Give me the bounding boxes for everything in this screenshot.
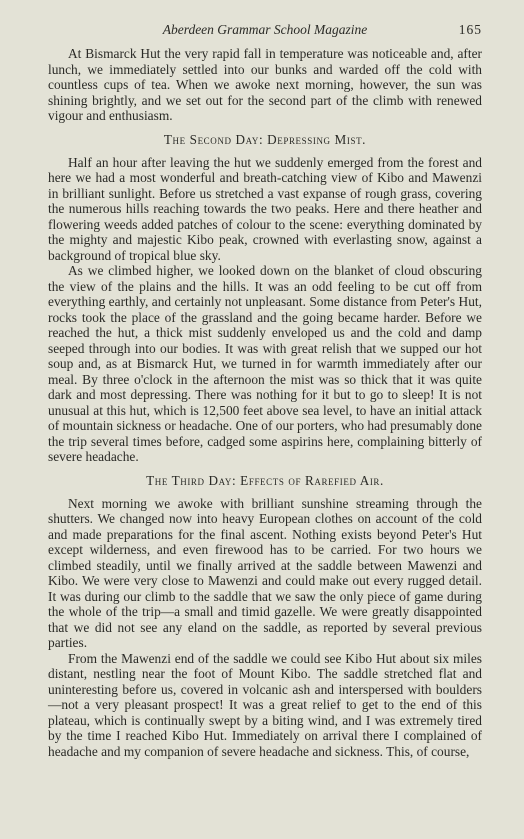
running-title: Aberdeen Grammar School Magazine <box>162 22 368 37</box>
section-heading: The Third Day: Effects of Rarefied Air. <box>146 472 384 488</box>
paragraph: Half an hour after leaving the hut we suddenly emerged from the forest and here we had a most wonderful and breath-catching view of Kibo and Mawenzi in brilliant sunlight. Before us stretched a vast expanse of rough grass, covering the numerous hills reaching towards the two peaks. Here and there heather and flowering weeds added patches of colour to the scene: everything dominated by the mighty and majestic Kibo peak, crowned with everlasting snow, against a background of tropical blue sky. <box>48 154 482 263</box>
page-number: 165 <box>458 22 482 37</box>
paragraph: At Bismarck Hut the very rapid fall in temperature was noticeable and, after lunch, we immediately settled into our bunks and warded off the cold with countless cups of tea. When we awoke next morning, however, the sun was shining brightly, and we set out for the second part of the climb with renewed vigour and enthusiasm. <box>48 46 482 123</box>
paragraph: As we climbed higher, we looked down on the blanket of cloud obscuring the view of the plains and the hills. It was an odd feeling to be cut off from everything earthly, and certainly not unpleasant. Some distance from Peter's Hut, rocks took the place of the grassland and the going became harder. Before we reached the hut, a thick mist suddenly enveloped us and the cold and damp seeped through into our bodies. It was with great relish that we supped our hot soup and, as at Bismarck Hut, we turned in for warmth immediately after our meal. By three o'clock in the afternoon the mist was so thick that it was quite dark and most depressing. There was nothing for it but to go to sleep! It is not unusual at this hut, which is 12,500 feet above sea level, to have an initial attack of mountain sickness or headache. One of our porters, who had presumably done the trip several times before, cadged some aspirins here, complaining bitterly of severe headache. <box>48 263 482 464</box>
section-heading: The Second Day: Depressing Mist. <box>163 131 367 147</box>
article-body <box>48 46 482 759</box>
paragraph: Next morning we awoke with brilliant sunshine streaming through the shutters. We changed now into heavy European clothes on account of the cold and made preparations for the final ascent. Nothing exists beyond Peter's Hut except wilderness, and even firewood has to be carried. For two hours we climbed steadily, until we finally arrived at the saddle between Mawenzi and Kibo. We were very close to Mawenzi and could make out every rugged detail. It was during our climb to the saddle that we saw the only piece of game during the whole of the trip—a small and timid gazelle. We were greatly disappointed that we did not see any eland on the saddle, as reported by several previous parties. <box>48 495 482 650</box>
running-head <box>48 22 482 46</box>
paragraph: From the Mawenzi end of the saddle we could see Kibo Hut about six miles distant, nestling near the foot of Mount Kibo. The saddle stretched flat and uninteresting before us, covered in volcanic ash and interspersed with boulders—not a very pleasant prospect! It was a great relief to get to the end of this plateau, which is continually swept by a biting wind, and I was extremely tired by the time I reached Kibo Hut. Immediately on arrival there I complained of headache and my companion of severe headache and sickness. This, of course, <box>48 650 482 759</box>
